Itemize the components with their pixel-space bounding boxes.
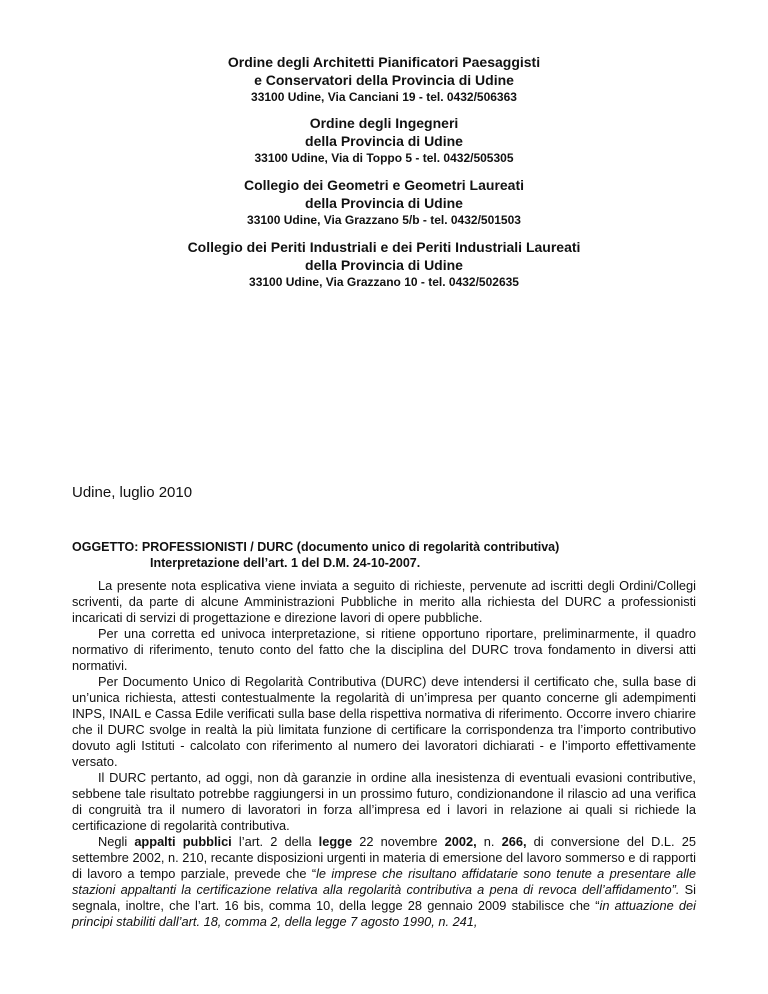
text-run: di conversione del D.L. 25 settembre 2002, n. 210, recante disposizioni urgenti in materia di emersione del lavoro sommerso e di rapporti di lavoro a tempo parziale, prevede che “ (72, 834, 696, 881)
org-header-geometri (0, 176, 768, 228)
bold-run: 266, (501, 834, 527, 849)
text-run: Negli (98, 834, 135, 849)
org-name-continued: della Provincia di Udine (305, 195, 463, 211)
org-header-architetti (0, 53, 768, 105)
italic-run: le imprese che risultano affidatarie sono tenute a presentare alle stazioni appaltanti la certificazione relativa alla regolarità contributiva a pena di revoca dell’affidamento”. (72, 866, 696, 897)
org-address: 33100 Udine, Via di Toppo 5 - tel. 0432/505305 (254, 151, 514, 165)
subject-line: OGGETTO: PROFESSIONISTI / DURC (documento unico di regolarità contributiva) (72, 540, 560, 554)
place-date: Udine, luglio 2010 (72, 484, 193, 501)
italic-run: in attuazione dei principi stabiliti dall’art. 18, comma 2, della legge 7 agosto 1990, n. 241, (72, 898, 696, 929)
paragraph: Per Documento Unico di Regolarità Contributiva (DURC) deve intendersi il certificato che, sulla base di un’unica richiesta, attesti contestualmente la regolarità di un’impresa per quanto concerne gli adempimenti INPS, INAIL e Cassa Edile verificati sulla base della rispettiva normativa di riferimento. Occorre invero chiarire che il DURC svolge in realtà la più limitata funzione di certificare la corrispondenza tra l’importo contributivo dovuto agli Istituti - calcolato con riferimento al numero dei lavoratori dichiarati - e l’importo effettivamente versato. (72, 674, 696, 769)
paragraph: La presente nota esplicativa viene inviata a seguito di richieste, pervenute ad iscritti degli Ordini/Collegi scriventi, da parte di alcune Amministrazioni Pubbliche in merito alla richiesta del DURC a professionisti incaricati di servizi di progettazione e direzione lavori di opere pubbliche. (72, 578, 696, 625)
org-name: Collegio dei Geometri e Geometri Laureati (243, 177, 525, 193)
bold-run: legge (318, 834, 353, 849)
org-name: Ordine degli Architetti Pianificatori Paesaggisti (227, 54, 541, 70)
org-name-continued: e Conservatori della Provincia di Udine (254, 72, 514, 88)
paragraph-appalti (72, 834, 696, 930)
text-run: n. (476, 834, 502, 849)
paragraph: Il DURC pertanto, ad oggi, non dà garanzie in ordine alla inesistenza di eventuali evasioni contributive, sebbene tale risultato potrebbe raggiungersi in un prossimo futuro, condizionandone il rilascio ad una verifica di congruità tra il numero di lavoratori in forza all’impresa ed i lavori in relazione ai quali si richiede la certificazione di regolarità contributiva. (72, 770, 696, 833)
text-run: 22 novembre (352, 834, 445, 849)
org-address: 33100 Udine, Via Grazzano 5/b - tel. 0432/501503 (247, 213, 521, 227)
letter-body (72, 578, 696, 930)
org-name-continued: della Provincia di Udine (305, 257, 463, 273)
text-run: Si segnala, inoltre, che l’art. 16 bis, comma 10, della legge 28 gennaio 2009 stabilisce che “ (72, 882, 696, 913)
org-address: 33100 Udine, Via Grazzano 10 - tel. 0432/502635 (249, 275, 519, 289)
org-header-periti (0, 238, 768, 290)
bold-run: appalti pubblici (134, 834, 232, 849)
paragraph: Per una corretta ed univoca interpretazione, si ritiene opportuno riportare, preliminarmente, il quadro normativo di riferimento, tenuto conto del fatto che la disciplina del DURC trova fondamento in diversi atti normativi. (72, 626, 696, 673)
subject-detail: Interpretazione dell’art. 1 del D.M. 24-10-2007. (150, 556, 421, 570)
org-header-ingegneri (0, 114, 768, 166)
org-name: Collegio dei Periti Industriali e dei Periti Industriali Laureati (187, 239, 581, 255)
subject-block (72, 539, 559, 571)
org-name: Ordine degli Ingegneri (309, 115, 459, 131)
org-address: 33100 Udine, Via Canciani 19 - tel. 0432/506363 (251, 90, 517, 104)
bold-run: 2002, (444, 834, 477, 849)
text-run: l’art. 2 della (231, 834, 319, 849)
org-name-continued: della Provincia di Udine (305, 133, 463, 149)
